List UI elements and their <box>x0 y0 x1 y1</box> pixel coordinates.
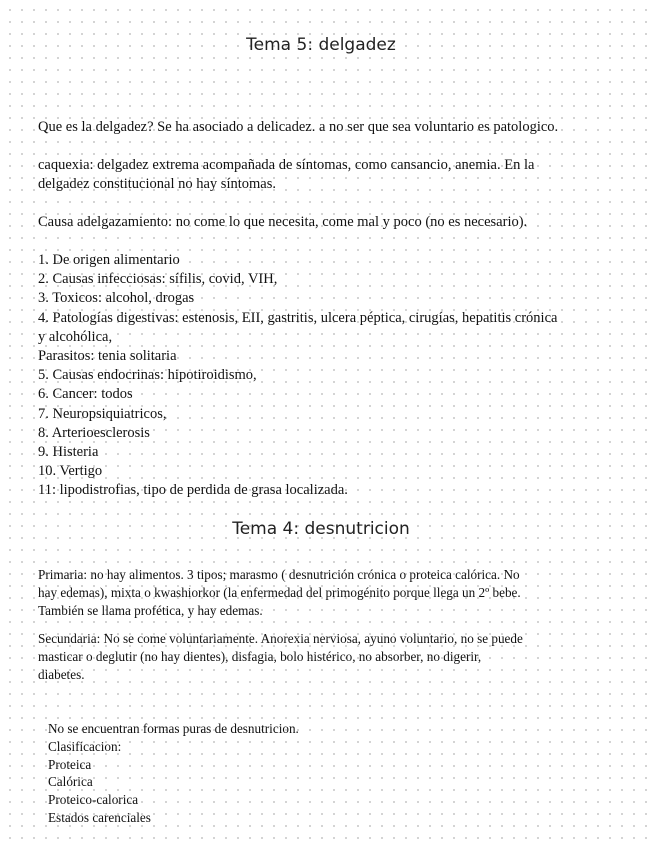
list-item: 10. Vertigo <box>38 463 103 480</box>
secundaria-line: Secundaria: No se come voluntariamente. Anorexia nerviosa, ayuno voluntario, no se puede <box>38 631 523 646</box>
primaria-paragraph <box>38 566 521 620</box>
list-item: 6. Cancer: todos <box>38 386 133 403</box>
classification-list <box>48 720 299 827</box>
list-item: No se encuentran formas puras de desnutricion. <box>48 721 299 736</box>
list-item: 1. De origen alimentario <box>38 252 180 268</box>
list-item: 3. Toxicos: alcohol, drogas <box>38 290 195 307</box>
secundaria-line: diabetes. <box>38 667 85 682</box>
list-item: Proteico-calorica <box>48 792 139 808</box>
list-item: 7. Neuropsiquiatricos, <box>38 405 167 422</box>
secundaria-paragraph <box>38 630 523 684</box>
list-item: 11: lipodistrofias, tipo de perdida de grasa localizada. <box>38 482 348 499</box>
page-title: Tema 5: delgadez <box>246 35 396 55</box>
list-item: Estados carenciales <box>48 809 151 825</box>
list-item: 4. Patologías digestivas: estenosis, EII, gastritis, ulcera péptica, cirugías, hepatitis crónica <box>38 309 558 326</box>
list-item: 2. Causas infecciosas: sífilis, covid, VIH, <box>38 271 278 288</box>
list-item: Parasitos: tenia solitaria <box>38 348 177 365</box>
list-item: 5. Causas endocrinas: hipotiroidismo, <box>38 367 257 384</box>
list-item: 8. Arterioesclerosis <box>38 424 150 441</box>
primaria-line: hay edemas), mixta o kwashiorkor (la enfermedad del primogénito porque llega un 2º bebe. <box>38 585 521 600</box>
list-item: y alcohólica, <box>38 328 113 345</box>
secundaria-line: masticar o deglutir (no hay dientes), disfagia, bolo histérico, no absorber, no digerir, <box>38 649 482 664</box>
primaria-line: También se llama profética, y hay edemas. <box>38 603 263 618</box>
caquexia-line: delgadez constitucional no hay síntomas. <box>38 176 276 192</box>
causes-list <box>38 251 557 501</box>
causa-paragraph: Causa adelgazamiento: no come lo que necesita, come mal y poco (no es necesario). <box>38 214 528 230</box>
caquexia-paragraph <box>38 156 534 194</box>
list-item: Clasificacion: <box>48 738 122 754</box>
intro-paragraph: Que es la delgadez? Se ha asociado a delicadez. a no ser que sea voluntario es patologico. <box>38 119 559 135</box>
caquexia-line: caquexia: delgadez extrema acompañada de síntomas, como cansancio, anemia. En la <box>38 157 535 173</box>
primaria-line: Primaria: no hay alimentos. 3 tipos; marasmo ( desnutrición crónica o proteica calórica. No <box>38 567 520 582</box>
list-item: 9. Histeria <box>38 444 99 461</box>
list-item: Proteica <box>48 756 92 772</box>
section-title: Tema 4: desnutricion <box>232 519 410 539</box>
list-item: Calórica <box>48 774 93 790</box>
